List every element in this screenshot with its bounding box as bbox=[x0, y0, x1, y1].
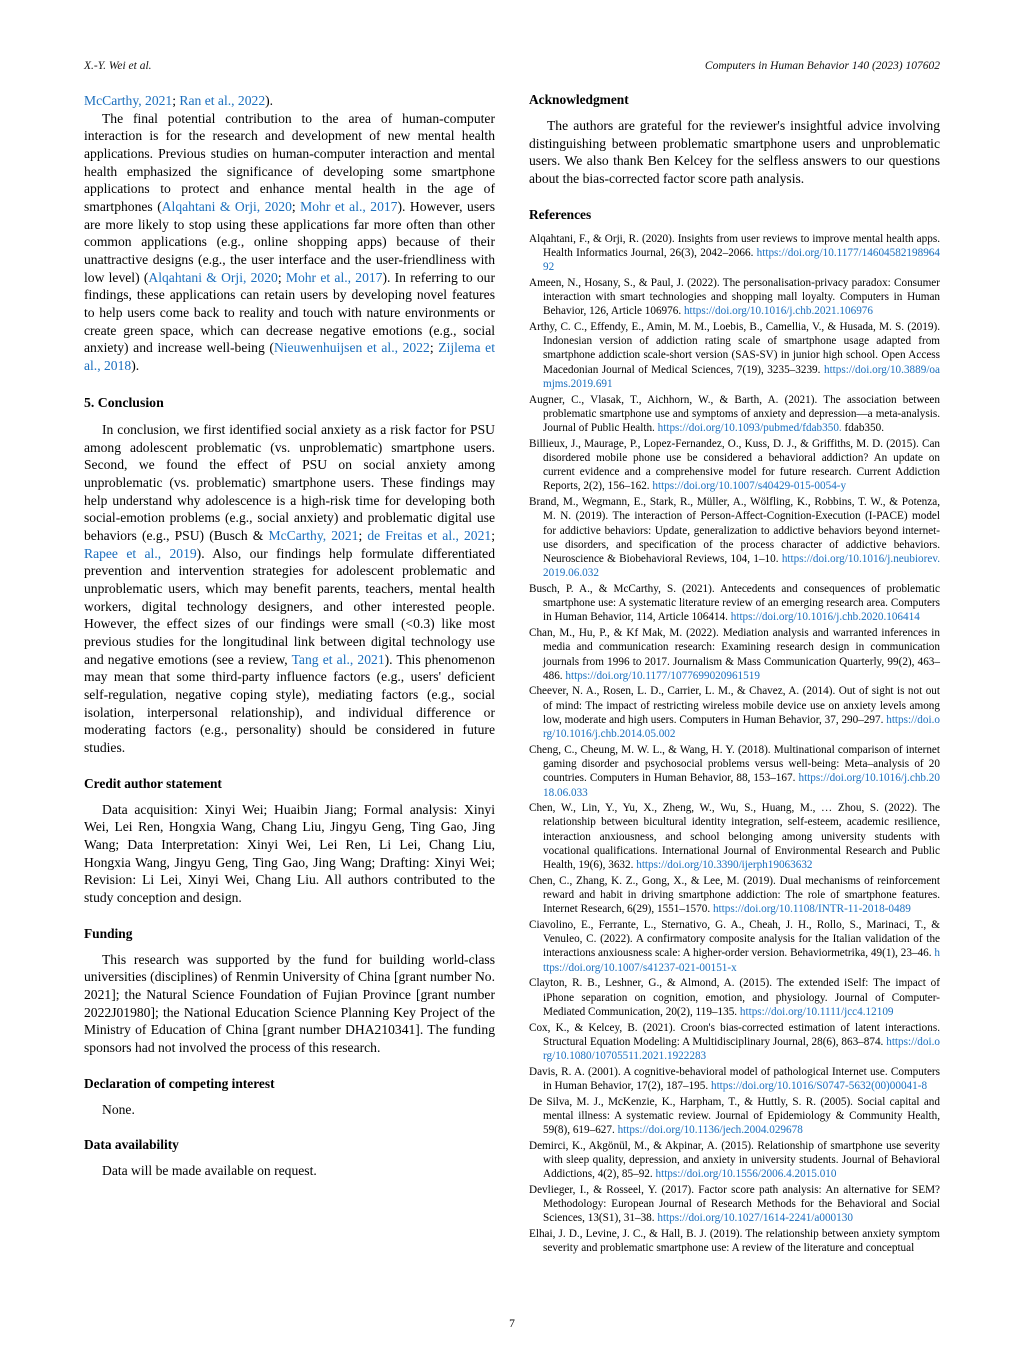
reference-item: Elhai, J. D., Levine, J. C., & Hall, B. J. (2019). The relationship between anxiety symptom severity and problematic smartphone use: A review of the literature and conceptual bbox=[529, 1228, 940, 1255]
citation-link[interactable]: Mohr et al., 2017 bbox=[300, 199, 398, 215]
citation-link[interactable]: McCarthy, 2021 bbox=[84, 93, 173, 108]
citation-link[interactable]: Alqahtani & Orji, 2020 bbox=[161, 199, 292, 215]
paragraph-conclusion: In conclusion, we first identified social anxiety as a risk factor for PSU among adolescent problematic (vs. unproblematic) smartphone users. Second, we found the effect of PSU on social anxiety among unproblematic (vs. problematic) smartphone users. These findings may help understand why adolescence is a high-risk time for developing both social-emotion problems (e.g., social anxiety) and problematic digital use behaviors (e.g., PSU) (Busch & McCarthy, 2021; de Freitas et al., 2021; Rapee et al., 2019). Also, our findings help formulate differentiated prevention and intervention strategies for adolescent problematic and unproblematic users, which may benefit parents, teachers, mental health workers, digital technology designers, and other interested people. However, the effect sizes of our findings were small (<0.3) like most previous studies for the longitudinal link between digital technology use and negative emotions (see a review, Tang et al., 2021). This phenomenon may mean that some third-party influence factors (e.g., users' deficient self-regulation, negative coping style), mediating factors (e.g., social isolation, interpersonal relationship), and individual difference or moderating factors (e.g., personality) should be considered in future studies. bbox=[84, 421, 495, 756]
citation-link[interactable]: McCarthy, 2021 bbox=[268, 528, 359, 544]
citation-link[interactable]: Mohr et al., 2017 bbox=[285, 269, 383, 285]
reference-doi-link[interactable]: https://doi.org/10.1556/2006.4.2015.010 bbox=[655, 1168, 837, 1181]
heading-acknowledgment: Acknowledgment bbox=[529, 92, 629, 107]
paragraph-data-availability: Data will be made available on request. bbox=[102, 1163, 317, 1179]
citation-link[interactable]: Ran et al., 2022 bbox=[179, 93, 266, 108]
paragraph-continued-citations: McCarthy, 2021; Ran et al., 2022). bbox=[84, 93, 274, 108]
reference-item: Alqahtani, F., & Orji, R. (2020). Insights from user reviews to improve mental health apps. Health Informatics Journal, 26(3), 2042–2066. https://doi.org/10.1177/1460458219896492 bbox=[529, 232, 940, 274]
running-head-journal: Computers in Human Behavior 140 (2023) 107602 bbox=[704, 60, 940, 72]
reference-item: Cheever, N. A., Rosen, L. D., Carrier, L. M., & Chavez, A. (2014). Out of sight is not out of mind: The impact of restricting wireless mobile device use on anxiety levels among low, moderate and high users. Computers in Human Behavior, 37, 290–297. https://doi.org/10.1016/j.chb.2014.05.002 bbox=[529, 685, 940, 741]
reference-doi-link[interactable]: https://doi.org/10.1016/j.chb.2018.06.033 bbox=[543, 772, 940, 799]
reference-item: Ameen, N., Hosany, S., & Paul, J. (2022). The personalisation-privacy paradox: Consumer interaction with smart technologies and shopping mall loyalty. Computers in Human Behavior, 126, Article 106976. https://doi.org/10.1016/j.chb.2021.106976 bbox=[529, 276, 940, 318]
reference-doi-link[interactable]: https://doi.org/10.1136/jech.2004.029678 bbox=[617, 1124, 803, 1137]
citation-link[interactable]: Zijlema et al., 2018 bbox=[84, 340, 495, 374]
reference-doi-link[interactable]: https://doi.org/10.1016/j.chb.2020.106414 bbox=[730, 611, 920, 624]
paragraph-contribution: The final potential contribution to the area of human-computer interaction is for the research and development of new mental health applications. Previous studies on human-computer interaction and mental health emphasized the significance of developing some smartphone applications to protect and enhance mental health in the age of smartphones (Alqahtani & Orji, 2020; Mohr et al., 2017). However, users are more likely to stop using these applications far more often than other common applications (e.g., online shopping apps) because of their unattractive designs (e.g., the user interface and the user-friendliness with low level) (Alqahtani & Orji, 2020; Mohr et al., 2017). In referring to our findings, these applications can retain users by developing novel features to help users come back to reality and touch with nature environments or create green space, which can decrease negative emotions (e.g., social anxiety) and increase well-being (Nieuwenhuijsen et al., 2022; Zijlema et al., 2018). bbox=[84, 110, 495, 374]
heading-data-availability: Data availability bbox=[84, 1137, 179, 1153]
reference-item: Devlieger, I., & Rosseel, Y. (2017). Factor score path analysis: An alternative for SEM? Methodology: European Journal of Research Methods for the Behavioral and Social Sciences, 13(S1), 31–38. https://doi.org/10.1027/1614-2241/a000130 bbox=[529, 1183, 940, 1225]
citation-link[interactable]: Alqahtani & Orji, 2020 bbox=[148, 269, 278, 285]
heading-references: References bbox=[529, 206, 592, 222]
reference-doi-link[interactable]: https://doi.org/10.1016/j.neubiorev.2019.06.032 bbox=[543, 553, 940, 580]
reference-item: Clayton, R. B., Leshner, G., & Almond, A. (2015). The extended iSelf: The impact of iPhone separation on cognition, emotion, and physiology. Journal of Computer-Mediated Communication, 20(2), 119–135. https://doi.org/10.1111/jcc4.12109 bbox=[529, 977, 940, 1018]
reference-doi-link[interactable]: https://doi.org/10.3390/ijerph19063632 bbox=[636, 859, 813, 872]
left-column bbox=[84, 92, 495, 1257]
reference-doi-link[interactable]: https://doi.org/10.1093/pubmed/fdab350. bbox=[657, 422, 842, 435]
two-column-body bbox=[84, 92, 940, 1257]
reference-doi-link[interactable]: https://doi.org/10.1016/j.chb.2021.106976 bbox=[683, 305, 873, 318]
reference-doi-link[interactable]: https://doi.org/10.1016/S0747-5632(00)00041-8 bbox=[710, 1079, 928, 1092]
reference-item: Brand, M., Wegmann, E., Stark, R., Müller, A., Wölfling, K., Robbins, T. W., & Potenza, M. N. (2019). The interaction of Person-Affect-Cognition-Execution (I-PACE) model for addictive behaviors: Update, generalization to addictive behaviors beyond internet-use disorders, and specification of the process character of addictive behaviors. Neuroscience & Biobehavioral Reviews, 104, 1–10. https://doi.org/10.1016/j.neubiorev.2019.06.032 bbox=[529, 496, 940, 580]
reference-item: Busch, P. A., & McCarthy, S. (2021). Antecedents and consequences of problematic smartphone use: A systematic literature review of an emerging research area. Computers in Human Behavior, 114, Article 106414. https://doi.org/10.1016/j.chb.2020.106414 bbox=[529, 582, 940, 624]
running-head bbox=[84, 60, 940, 72]
reference-doi-link[interactable]: https://doi.org/10.1111/jcc4.12109 bbox=[739, 1005, 894, 1018]
running-head-authors: X.-Y. Wei et al. bbox=[84, 60, 152, 72]
reference-item: Billieux, J., Maurage, P., Lopez-Fernandez, O., Kuss, D. J., & Griffiths, M. D. (2015). Can disordered mobile phone use be considered a behavioral addiction? An update on current evidence and a comprehensive model for future research. Current Addiction Reports, 2(2), 156–162. https://doi.org/10.1007/s40429-015-0054-y bbox=[529, 437, 940, 493]
reference-item: Demirci, K., Akgönül, M., & Akpinar, A. (2015). Relationship of smartphone use severity with sleep quality, depression, and anxiety in university students. Journal of Behavioral Addictions, 4(2), 85–92. https://doi.org/10.1556/2006.4.2015.010 bbox=[529, 1139, 940, 1181]
paragraph-acknowledgment: The authors are grateful for the reviewer's insightful advice involving distinguishing between problematic smartphone users and unproblematic users. We also thank Ben Kelcey for the selfless answers to our questions about the bias-corrected factor score path analysis. bbox=[529, 118, 940, 187]
reference-doi-link[interactable]: https://doi.org/10.1007/s40429-015-0054-y bbox=[652, 480, 847, 493]
heading-funding: Funding bbox=[84, 925, 133, 941]
reference-item: Cox, K., & Kelcey, B. (2021). Croon's bias-corrected estimation of latent interactions. Structural Equation Modeling: A Multidisciplinary Journal, 28(6), 863–874. https://doi.org/10.1080/10705511.2021.1922283 bbox=[529, 1021, 940, 1062]
reference-doi-link[interactable]: https://doi.org/10.1007/s41237-021-00151-x bbox=[543, 947, 940, 974]
paragraph-competing-interest: None. bbox=[102, 1101, 135, 1117]
paragraph-credit-author-statement: Data acquisition: Xinyi Wei; Huaibin Jiang; Formal analysis: Xinyi Wei, Lei Ren, Hongxia Wang, Chang Liu, Jingyu Geng, Ting Gao, Jing Wang; Data Interpretation: Xinyi Wei, Lei Ren, Li Lei, Chang Liu, Hongxia Wang, Jingyu Geng, Ting Gao, Jing Wang; Drafting: Xinyi Wei; Revision: Li Lei, Xinyi Wei, Chang Liu. All authors contributed to the study conception and design. bbox=[84, 801, 495, 906]
reference-doi-link[interactable]: https://doi.org/10.1016/j.chb.2014.05.002 bbox=[543, 713, 940, 741]
reference-doi-link[interactable]: https://doi.org/10.1108/INTR-11-2018-0489 bbox=[712, 903, 911, 916]
reference-doi-link[interactable]: https://doi.org/10.1080/10705511.2021.1922283 bbox=[543, 1035, 940, 1062]
heading-declaration-competing-interest: Declaration of competing interest bbox=[84, 1075, 275, 1091]
citation-link[interactable]: de Freitas et al., 2021 bbox=[367, 528, 492, 544]
page-number: 7 bbox=[509, 1318, 515, 1330]
heading-conclusion: 5. Conclusion bbox=[84, 394, 164, 410]
citation-link[interactable]: Tang et al., 2021 bbox=[291, 651, 385, 667]
citation-link[interactable]: Rapee et al., 2019 bbox=[84, 545, 197, 561]
reference-item: Ciavolino, E., Ferrante, L., Sternativo, G. A., Cheah, J. H., Rollo, S., Marinaci, T., & Venuleo, C. (2022). A confirmatory composite analysis for the Italian validation of the interactions anxiousness scale: A higher-order version. Behaviormetrika, 49(1), 23–46. https://doi.org/10.1007/s41237-021-00151-x bbox=[529, 918, 940, 974]
citation-link[interactable]: Nieuwenhuijsen et al., 2022 bbox=[273, 340, 430, 356]
paragraph-funding: This research was supported by the fund for building world-class universities (disciplines) of Renmin University of China [grant number No. 2021]; the Natural Science Foundation of Fujian Province [grant number 2022J01980]; the National Education Science Planning Key Project of the Ministry of Education of China [grant number DHA210341]. The funding sponsors had not involved the process of this research. bbox=[84, 951, 495, 1056]
reference-doi-link[interactable]: https://doi.org/10.3889/oamjms.2019.691 bbox=[543, 363, 940, 390]
reference-doi-link[interactable]: https://doi.org/10.1177/1460458219896492 bbox=[543, 246, 940, 274]
reference-doi-link[interactable]: https://doi.org/10.1027/1614-2241/a000130 bbox=[657, 1212, 853, 1225]
reference-item: Arthy, C. C., Effendy, E., Amin, M. M., Loebis, B., Camellia, V., & Husada, M. S. (2019). Indonesian version of addiction rating scale of smartphone usage adapted from smartphone addiction scale-short version (SAS-SV) in junior high school. Open Access Macedonian Journal of Medical Sciences, 7(19), 3235–3239. https://doi.org/10.3889/oamjms.2019.691 bbox=[529, 321, 940, 390]
reference-item: Augner, C., Vlasak, T., Aichhorn, W., & Barth, A. (2021). The association between problematic smartphone use and symptoms of anxiety and depression—a meta-analysis. Journal of Public Health. https://doi.org/10.1093/pubmed/fdab350. fdab350. bbox=[529, 393, 940, 435]
reference-item: Chen, C., Zhang, K. Z., Gong, X., & Lee, M. (2019). Dual mechanisms of reinforcement reward and habit in driving smartphone addiction: The role of smartphone features. Internet Research, 6(29), 1551–1570. https://doi.org/10.1108/INTR-11-2018-0489 bbox=[529, 874, 940, 916]
reference-item: De Silva, M. J., McKenzie, K., Harpham, T., & Huttly, S. R. (2005). Social capital and mental illness: A systematic review. Journal of Epidemiology & Community Health, 59(8), 619–627. https://doi.org/10.1136/jech.2004.029678 bbox=[529, 1095, 940, 1137]
right-column bbox=[529, 92, 940, 1257]
heading-credit-author-statement: Credit author statement bbox=[84, 775, 222, 791]
reference-item: Chen, W., Lin, Y., Yu, X., Zheng, W., Wu, S., Huang, M., … Zhou, S. (2022). The relationship between bicultural identity integration, self-esteem, academic resilience, interaction anxiousness, and school belonging among university students with vocational qualifications. International Journal of Environmental Research and Public Health, 19(6), 3632. https://doi.org/10.3390/ijerph19063632 bbox=[529, 802, 940, 872]
reference-list bbox=[529, 232, 940, 1256]
reference-item: Davis, R. A. (2001). A cognitive-behavioral model of pathological Internet use. Computers in Human Behavior, 17(2), 187–195. https://doi.org/10.1016/S0747-5632(00)00041-8 bbox=[529, 1065, 940, 1092]
reference-item: Cheng, C., Cheung, M. W. L., & Wang, H. Y. (2018). Multinational comparison of internet gaming disorder and psychosocial problems versus well-being: Meta–analysis of 20 countries. Computers in Human Behavior, 88, 153–167. https://doi.org/10.1016/j.chb.2018.06.033 bbox=[529, 743, 940, 799]
reference-item: Chan, M., Hu, P., & Kf Mak, M. (2022). Mediation analysis and warranted inferences in media and communication research: Examining research design in communication journals from 1996 to 2017. Journalism & Mass Communication Quarterly, 99(2), 463–486. https://doi.org/10.1177/1077699020961519 bbox=[529, 627, 940, 682]
reference-doi-link[interactable]: https://doi.org/10.1177/1077699020961519 bbox=[565, 669, 760, 682]
